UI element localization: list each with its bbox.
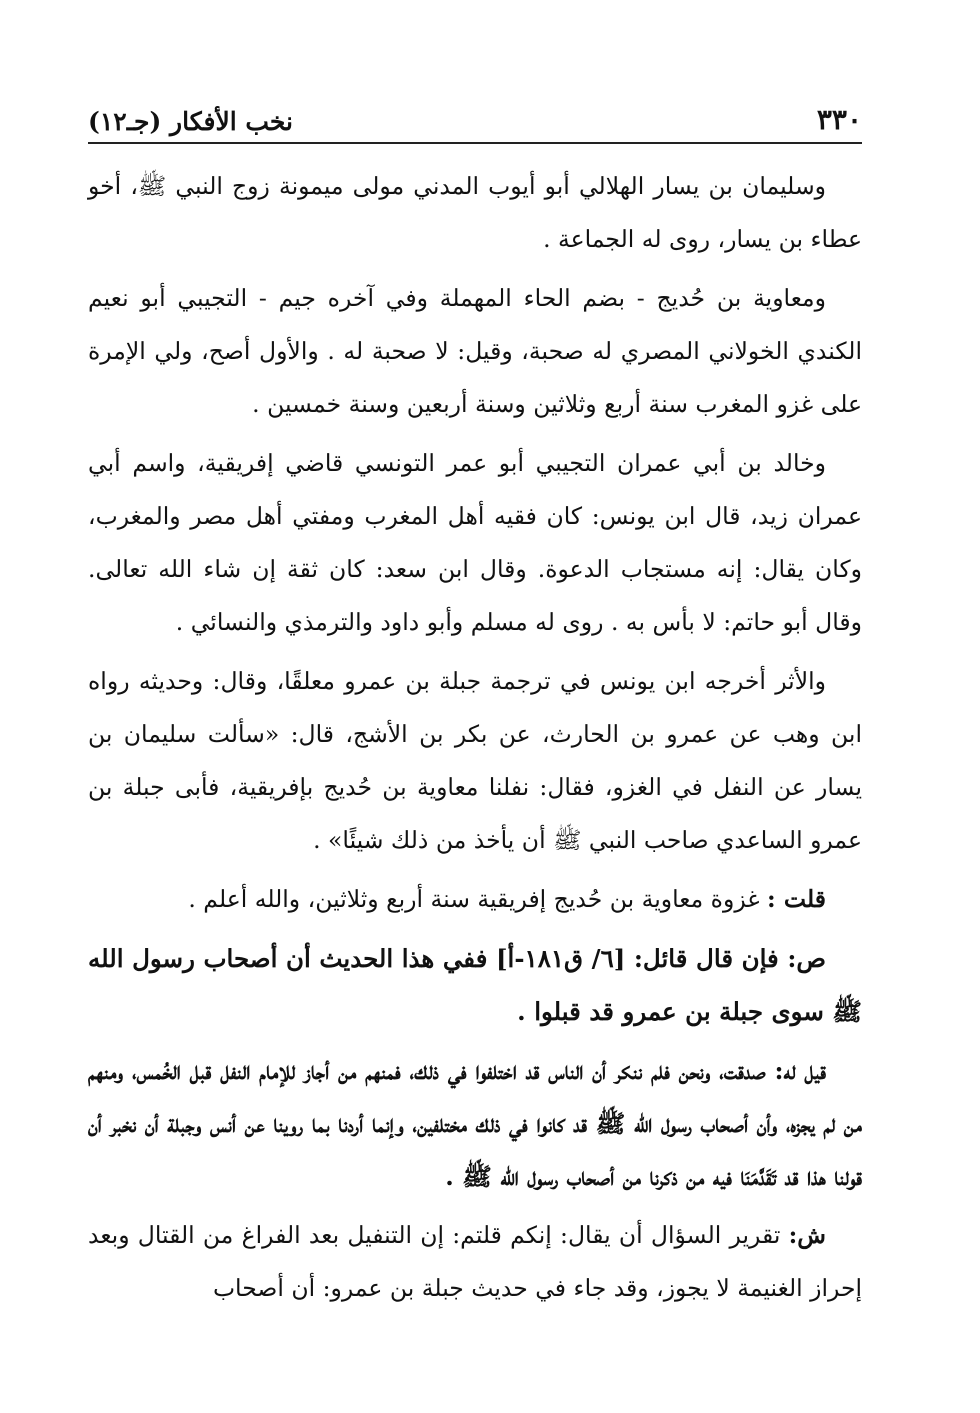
paragraph-text: غزوة معاوية بن حُديج إفريقية سنة أربع وثلاثين، والله أعلم . (188, 885, 768, 913)
paragraph-text: وسليمان بن يسار الهلالي أبو أيوب المدني مولى ميمونة زوج النبي ﷺ، أخو عطاء بن يسار، روى له الجماعة . (88, 172, 862, 253)
paragraph-qultu (88, 873, 862, 926)
paragraph-text: فإن قال قائل: [٦/ ق١٨١-أ] ففي هذا الحديث أن أصحاب رسول الله ﷺ سوى جبلة بن عمرو قد قبلوا . (88, 944, 862, 1026)
paragraph-muawiya (88, 272, 862, 431)
page-number: ٣٣٠ (816, 103, 862, 136)
paragraph-sad (88, 932, 862, 1038)
paragraph-sulayman (88, 160, 862, 266)
paragraph-text: والأثر أخرجه ابن يونس في ترجمة جبلة بن عمرو معلقًا، وقال: وحديثه رواه ابن وهب عن عمرو بن الحارث، عن بكر بن الأشج، قال: «سألت سليمان بن يسار عن النفل في الغزو، فقال: نفلنا معاوية بن حُديج بإفريقية، فأبى جبلة بن عمرو الساعدي صاحب النبي ﷺ أن يأخذ من ذلك شيئًا» . (88, 667, 862, 854)
paragraph-qila-lahu (88, 1044, 862, 1203)
paragraph-text: وخالد بن أبي عمران التجيبي أبو عمر التونسي قاضي إفريقية، واسم أبي عمران زيد، قال ابن يونس: كان فقيه أهل المغرب ومفتي أهل مصر والمغرب، وكان يقال: إنه مستجاب الدعوة. وقال ابن سعد: كان ثقة إن شاء الله تعالى. وقال أبو حاتم: لا بأس به . روى له مسلم وأبو داود والترمذي والنسائي . (88, 449, 862, 636)
paragraph-shin (88, 1209, 862, 1315)
paragraph-text: ومعاوية بن حُديج - بضم الحاء المهملة وفي آخره جيم - التجيبي أبو نعيم الكندي الخولاني المصري له صحبة، وقيل: لا صحبة له . والأول أصح، ولي الإمرة على غزو المغرب سنة أربع وثلاثين وسنة أربعين وسنة خمسين . (88, 284, 862, 418)
paragraph-lead: ش: (788, 1221, 826, 1249)
paragraph-text: قيل له: صدقت، ونحن فلم ننكر أن الناس قد اختلفوا في ذلك، فمنهم من أجاز للإمام النفل قبل الخُمس، ومنهم من لم يجزه، وأن أصحاب رسول الله ﷺ قد كانوا في ذلك مختلفين، وإنما أردنا بما روينا عن أنس وجبلة أن نخبر أن قولنا هذا قد تَقَدَّمَنَا فيه من ذكرنا من أصحاب رسول الله ﷺ . (88, 1056, 862, 1191)
running-title: نخب الأفكار (جـ١٢) (88, 107, 294, 136)
paragraph-lead: قلت : (767, 885, 826, 913)
paragraph-text: تقرير السؤال أن يقال: إنكم قلتم: إن التنفيل بعد الفراغ من القتال وبعد إحراز الغنيمة لا يجوز، وقد جاء في حديث جبلة بن عمرو: أن أصحاب (88, 1221, 862, 1302)
header-rule (88, 142, 862, 144)
paragraph-khalid (88, 437, 862, 649)
paragraph-athar (88, 655, 862, 867)
page-body (88, 160, 862, 1321)
paragraph-lead: ص: (787, 944, 826, 973)
page-header (88, 96, 862, 136)
